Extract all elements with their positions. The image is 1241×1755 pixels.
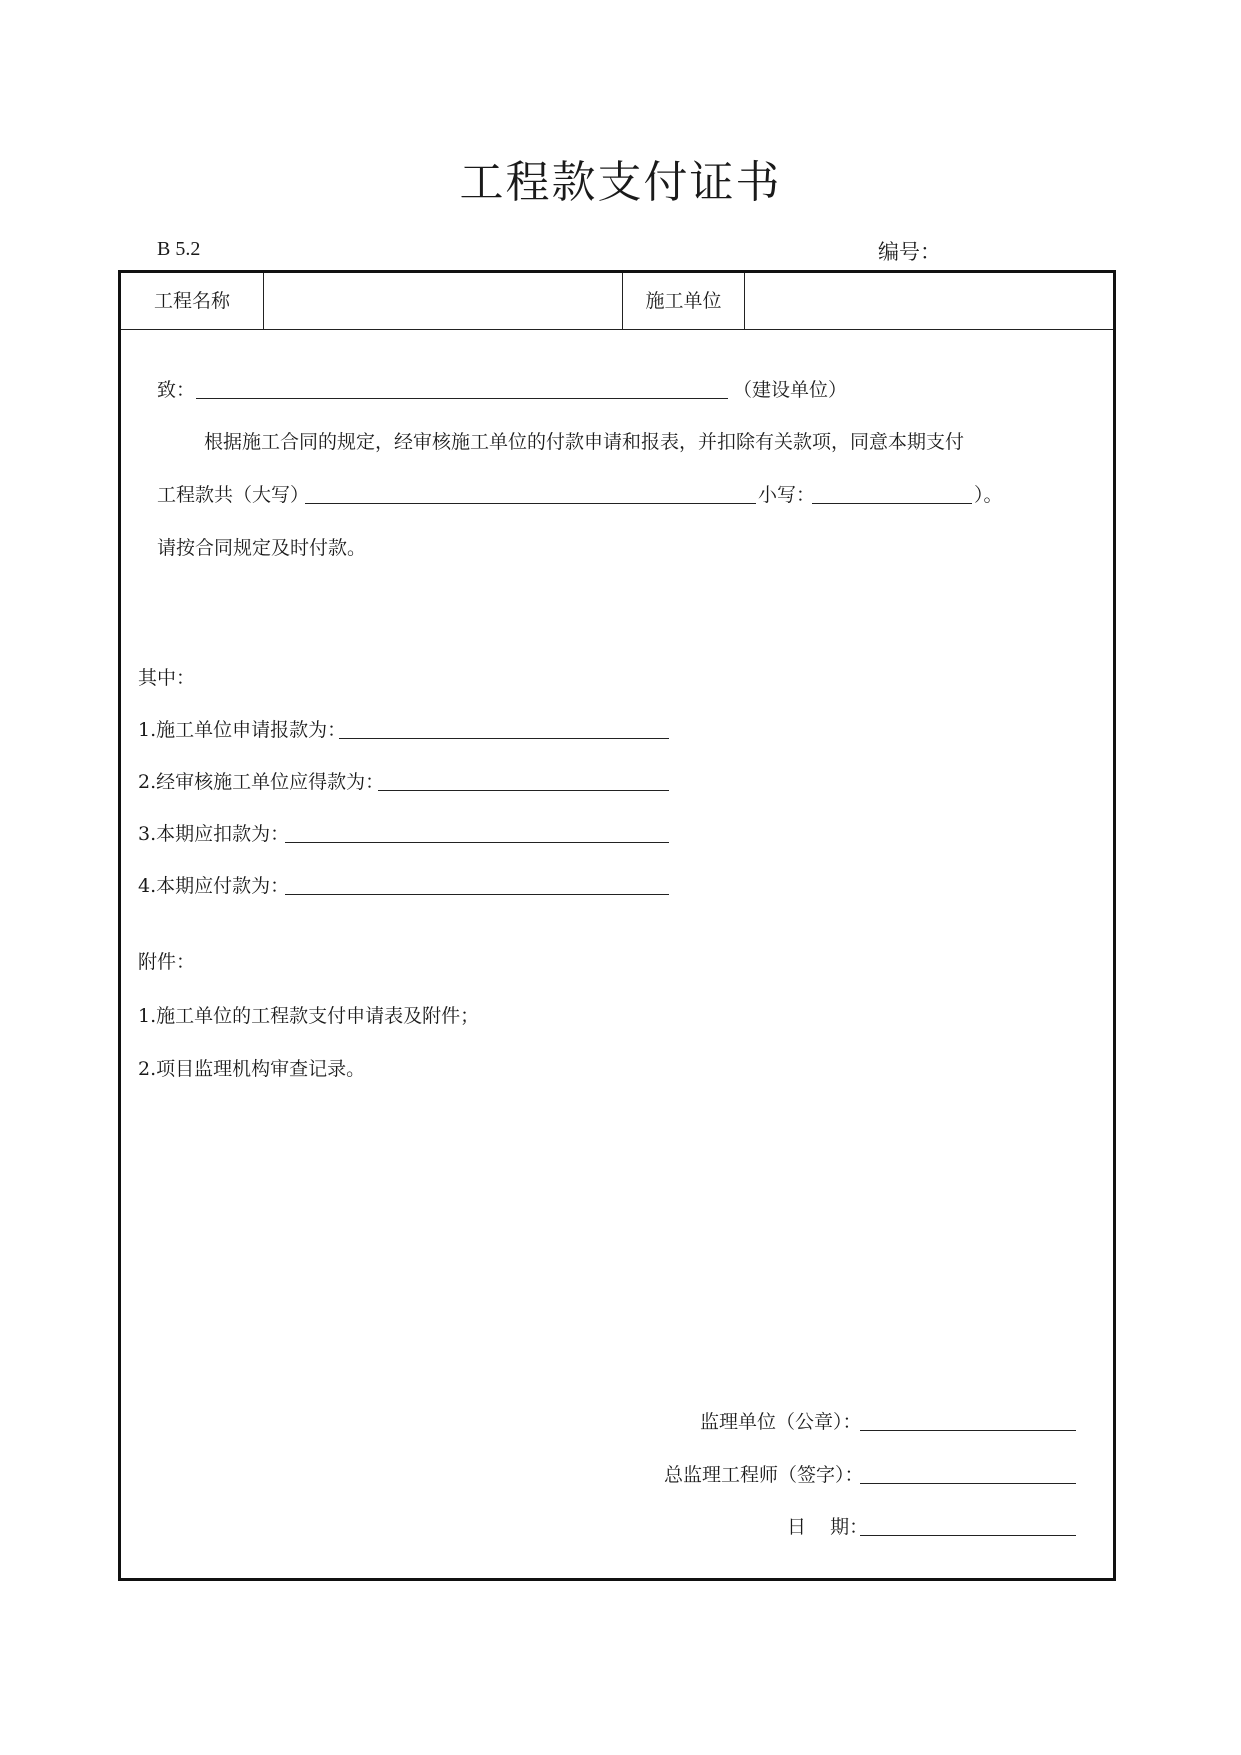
detail-deduction-blank[interactable] (285, 842, 669, 843)
amount-lowercase-label: 小写： (758, 484, 816, 506)
detail-applied-amount-label: 1.施工单位申请报款为： (138, 719, 347, 741)
detail-approved-amount-label: 2.经审核施工单位应得款为： (138, 771, 385, 793)
contractor-label: 施工单位 (623, 273, 745, 329)
document-title: 工程款支付证书 (459, 157, 782, 208)
date-blank[interactable] (860, 1535, 1076, 1536)
payment-paragraph: 根据施工合同的规定，经审核施工单位的付款申请和报表，并扣除有关款项，同意本期支付 (204, 431, 965, 453)
amount-lowercase-blank[interactable] (812, 503, 972, 504)
owner-unit-suffix: （建设单位） (733, 379, 848, 401)
serial-number-label: 编号： (878, 240, 941, 264)
supervision-unit-seal-label: 监理单位（公章）： (700, 1411, 862, 1433)
detail-payable-blank[interactable] (285, 894, 669, 895)
details-heading: 其中： (138, 667, 196, 689)
project-name-label: 工程名称 (121, 273, 264, 329)
supervision-unit-seal-blank[interactable] (860, 1430, 1076, 1431)
contractor-field[interactable] (745, 273, 1113, 329)
pay-request-text: 请按合同规定及时付款。 (157, 537, 367, 559)
amount-closing: ）。 (974, 484, 1003, 506)
attachment-item: 1.施工单位的工程款支付申请表及附件； (138, 1005, 480, 1027)
chief-engineer-signature-label: 总监理工程师（签字）： (664, 1464, 864, 1486)
amount-uppercase-blank[interactable] (305, 503, 756, 504)
detail-applied-amount-blank[interactable] (339, 738, 669, 739)
form-frame (118, 270, 1116, 1581)
project-name-field[interactable] (264, 273, 623, 329)
form-code: B 5.2 (157, 238, 201, 260)
attachment-item: 2.项目监理机构审查记录。 (138, 1058, 366, 1080)
chief-engineer-signature-blank[interactable] (860, 1483, 1076, 1484)
owner-unit-blank[interactable] (196, 398, 728, 399)
detail-payable-label: 4.本期应付款为： (138, 875, 290, 897)
header-row (121, 273, 1113, 330)
amount-uppercase-label: 工程款共（大写） (157, 484, 310, 506)
attachments-heading: 附件： (138, 951, 196, 973)
detail-approved-amount-blank[interactable] (378, 790, 669, 791)
detail-deduction-label: 3.本期应扣款为： (138, 823, 290, 845)
date-label: 日 期： (787, 1516, 869, 1538)
to-label: 致： (157, 379, 196, 401)
